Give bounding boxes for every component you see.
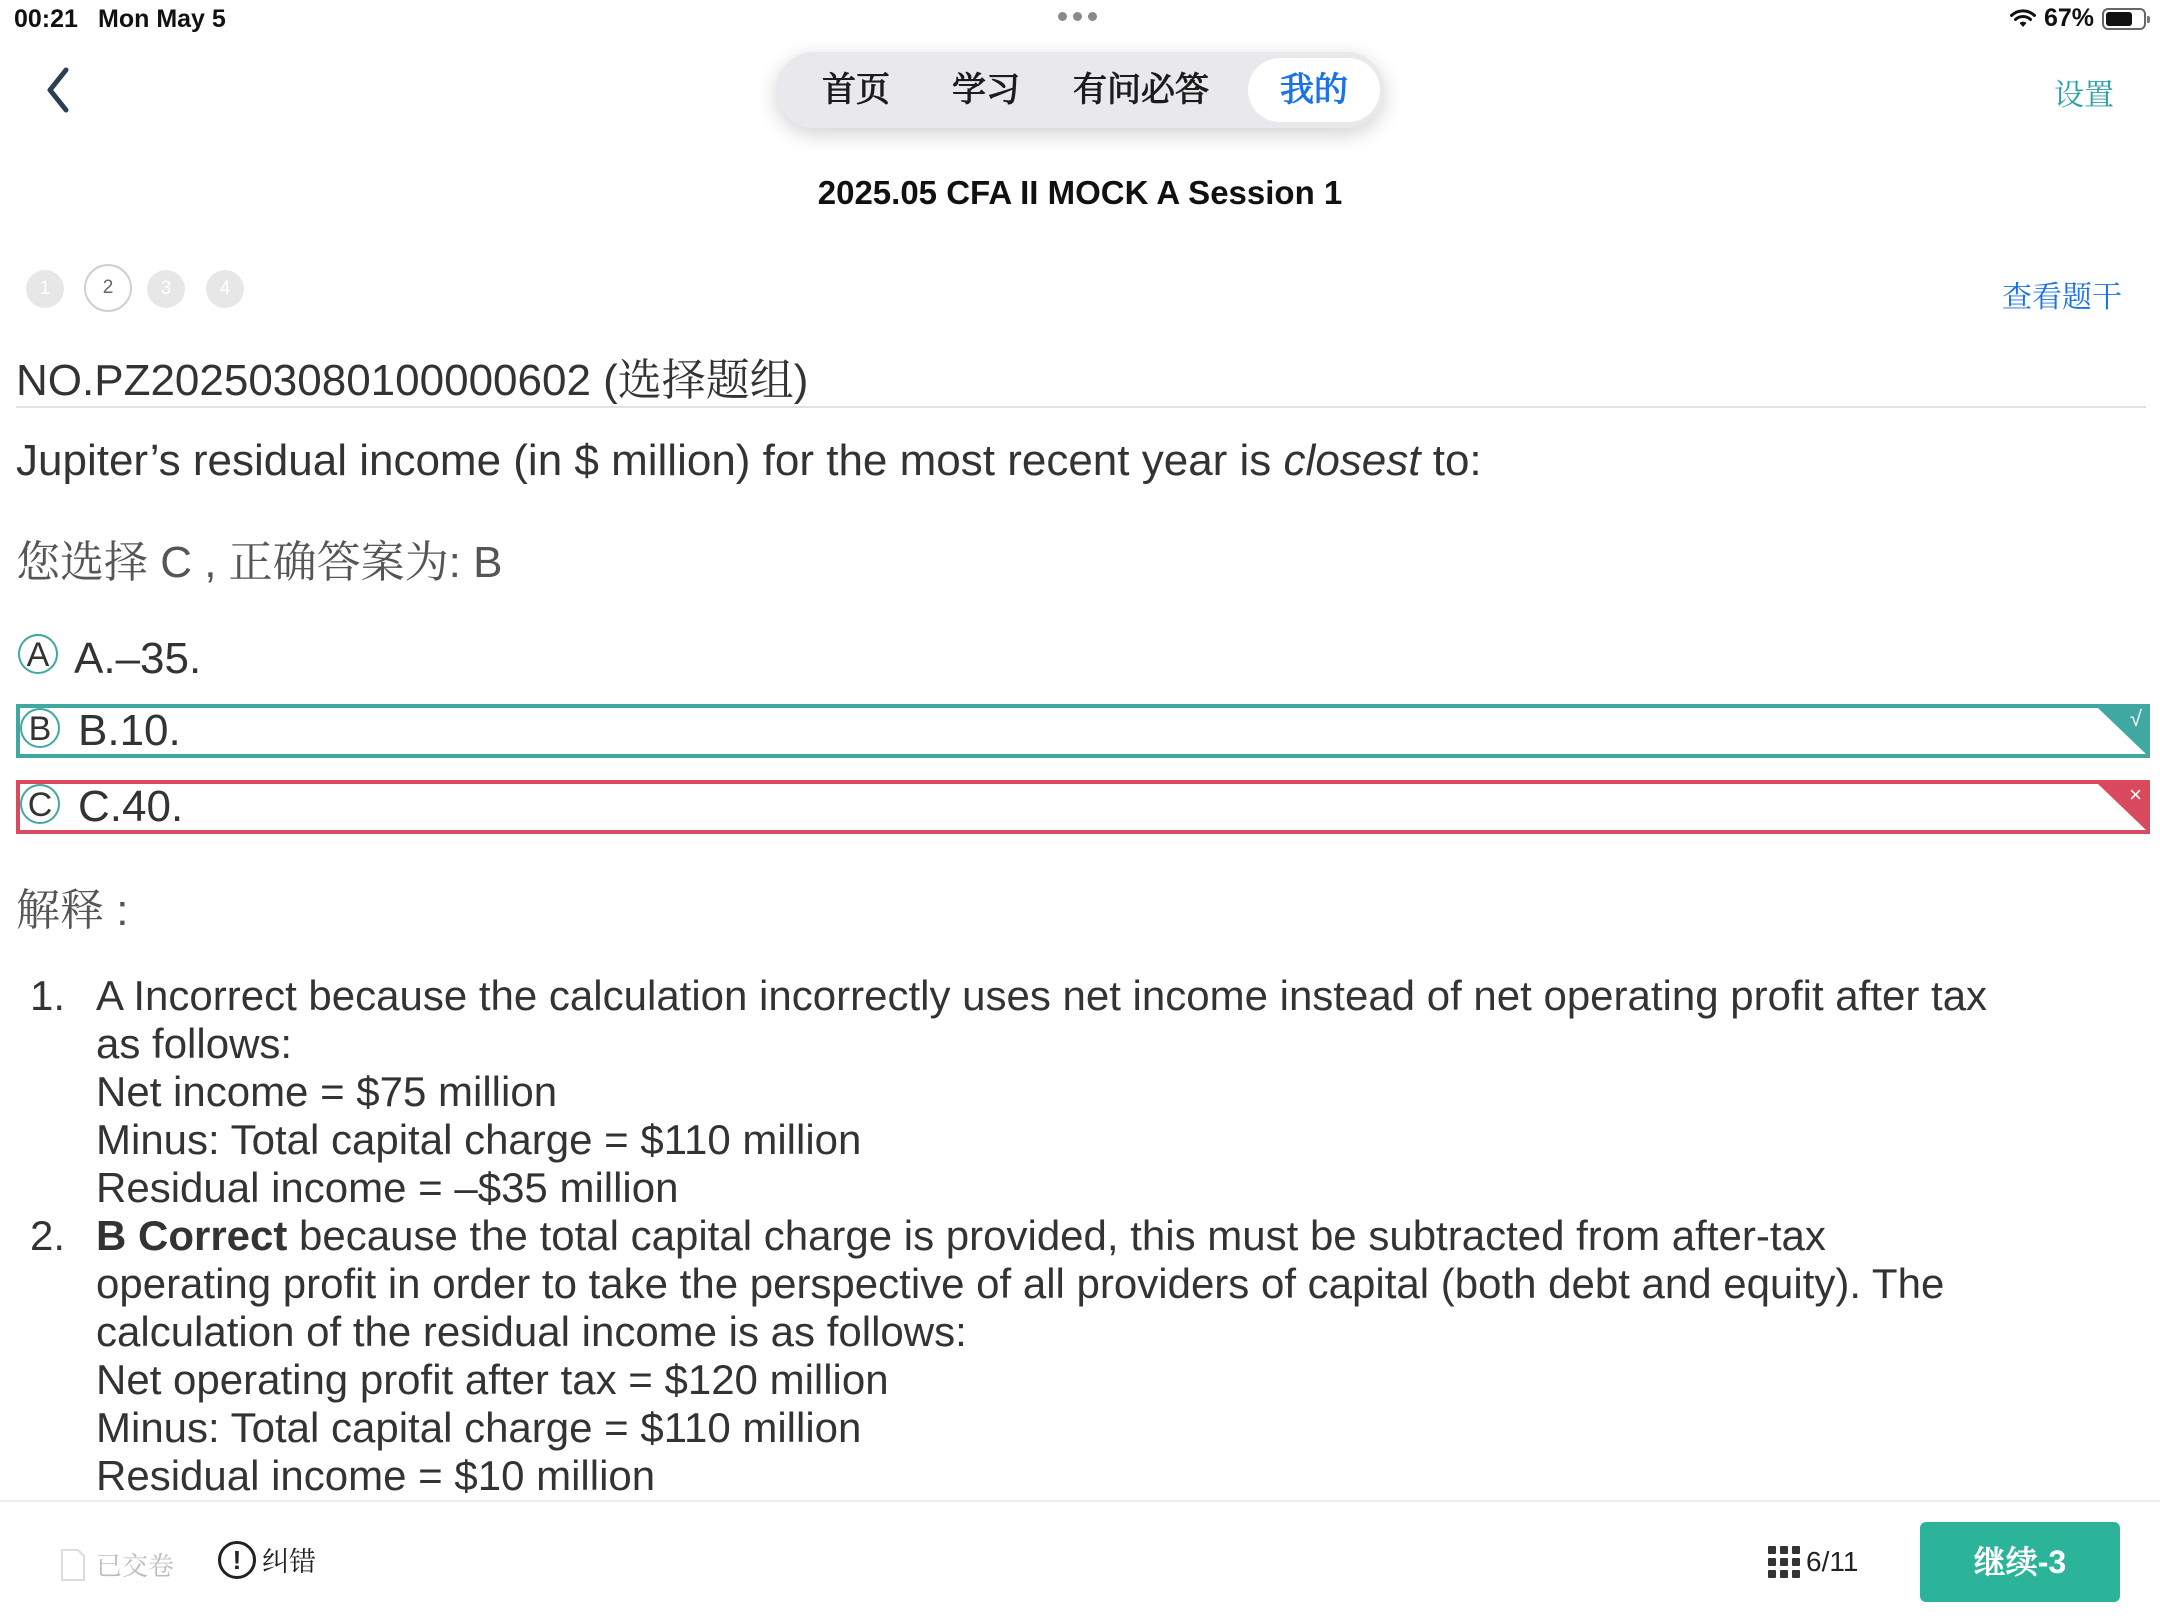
status-time: 00:21	[14, 5, 78, 33]
report-error-button[interactable]	[218, 1540, 316, 1579]
battery-percent: 67%	[2043, 4, 2094, 32]
submitted-status	[58, 1546, 174, 1583]
prompt-text-end: to:	[1432, 436, 1482, 485]
submitted-label: 已交卷	[96, 1551, 175, 1581]
question-dot-3[interactable]: 3	[147, 270, 185, 308]
explanation-lead: B Correct	[96, 1212, 288, 1259]
back-button[interactable]	[40, 64, 80, 116]
explanation-label: 解释 :	[16, 886, 129, 935]
wifi-icon	[2010, 9, 2036, 29]
document-icon	[58, 1548, 88, 1582]
status-bar	[0, 0, 2160, 40]
prompt-emphasis: closest	[1283, 436, 1421, 485]
multitasking-dots-icon[interactable]	[1058, 12, 1097, 21]
battery-icon	[2102, 8, 2146, 30]
progress-count: 6/11	[1806, 1546, 1859, 1577]
explanation-list	[30, 972, 2140, 1500]
question-dot-1[interactable]: 1	[26, 270, 64, 308]
question-prompt	[16, 436, 1482, 486]
bottom-toolbar	[0, 1500, 2160, 1622]
tab-mine[interactable]: 我的	[1248, 58, 1380, 122]
explanation-line: as follows:	[96, 1020, 293, 1067]
question-number: NO.PZ202503080100000602 (选择题组)	[16, 356, 809, 405]
option-b-correct[interactable]	[16, 704, 2150, 758]
close-icon: ×	[2129, 782, 2142, 807]
explanation-item	[30, 1212, 2140, 1500]
explanation-line: calculation of the residual income is as follows:	[96, 1308, 967, 1355]
view-stem-link[interactable]: 查看题干	[2002, 281, 2122, 314]
explanation-number: 1.	[30, 972, 66, 1019]
explanation-number: 2.	[30, 1212, 66, 1259]
report-error-label: 纠错	[262, 1547, 316, 1577]
continue-button[interactable]: 继续-3	[1920, 1522, 2120, 1602]
status-date: Mon May 5	[98, 5, 226, 33]
explanation-line: Residual income = –$35 million	[96, 1164, 679, 1211]
option-letter-a: A	[18, 634, 58, 674]
exclamation-icon: !	[218, 1541, 256, 1579]
explanation-item	[30, 972, 2140, 1212]
settings-link[interactable]: 设置	[2054, 79, 2114, 112]
check-icon: √	[2129, 706, 2142, 731]
chevron-left-icon	[40, 64, 80, 116]
divider	[16, 406, 2146, 408]
option-letter-b: B	[20, 708, 60, 748]
question-dot-4[interactable]: 4	[206, 270, 244, 308]
tab-home[interactable]: 首页	[822, 71, 890, 109]
option-text-c: C.40.	[78, 782, 184, 831]
explanation-line: operating profit in order to take the perspective of all providers of capital (both debt and equity). The	[96, 1260, 1945, 1307]
question-grid-button[interactable]	[1768, 1546, 1858, 1578]
status-right	[2010, 4, 2146, 33]
top-tab-bar	[776, 52, 1384, 128]
explanation-body	[96, 1212, 2140, 1500]
option-c-wrong[interactable]	[16, 780, 2150, 834]
option-text-a: A.–35.	[74, 634, 202, 683]
explanation-line: Minus: Total capital charge = $110 million	[96, 1116, 862, 1163]
explanation-line-text: because the total capital charge is provided, this must be subtracted from after-tax	[287, 1212, 1826, 1259]
tab-study[interactable]: 学习	[952, 71, 1020, 109]
option-letter-c: C	[20, 784, 60, 824]
explanation-line	[96, 1212, 2140, 1260]
page-title: 2025.05 CFA II MOCK A Session 1	[817, 174, 1343, 211]
explanation-line: Net operating profit after tax = $120 million	[96, 1356, 889, 1403]
answer-summary: 您选择 C , 正确答案为: B	[16, 538, 503, 587]
explanation-line: Minus: Total capital charge = $110 million	[96, 1404, 862, 1451]
explanation-line: A Incorrect because the calculation incorrectly uses net income instead of net operating profit after tax	[96, 972, 1988, 1019]
tab-qa[interactable]: 有问必答	[1073, 71, 1209, 109]
option-a[interactable]	[16, 632, 2150, 686]
option-text-b: B.10.	[78, 706, 181, 755]
grid-icon	[1768, 1546, 1800, 1578]
prompt-text: Jupiter’s residual income (in $ million) for the most recent year is	[16, 436, 1272, 485]
question-dot-2-current[interactable]: 2	[84, 264, 132, 312]
explanation-body	[96, 972, 2140, 1212]
explanation-line: Residual income = $10 million	[96, 1452, 656, 1499]
explanation-line: Net income = $75 million	[96, 1068, 558, 1115]
